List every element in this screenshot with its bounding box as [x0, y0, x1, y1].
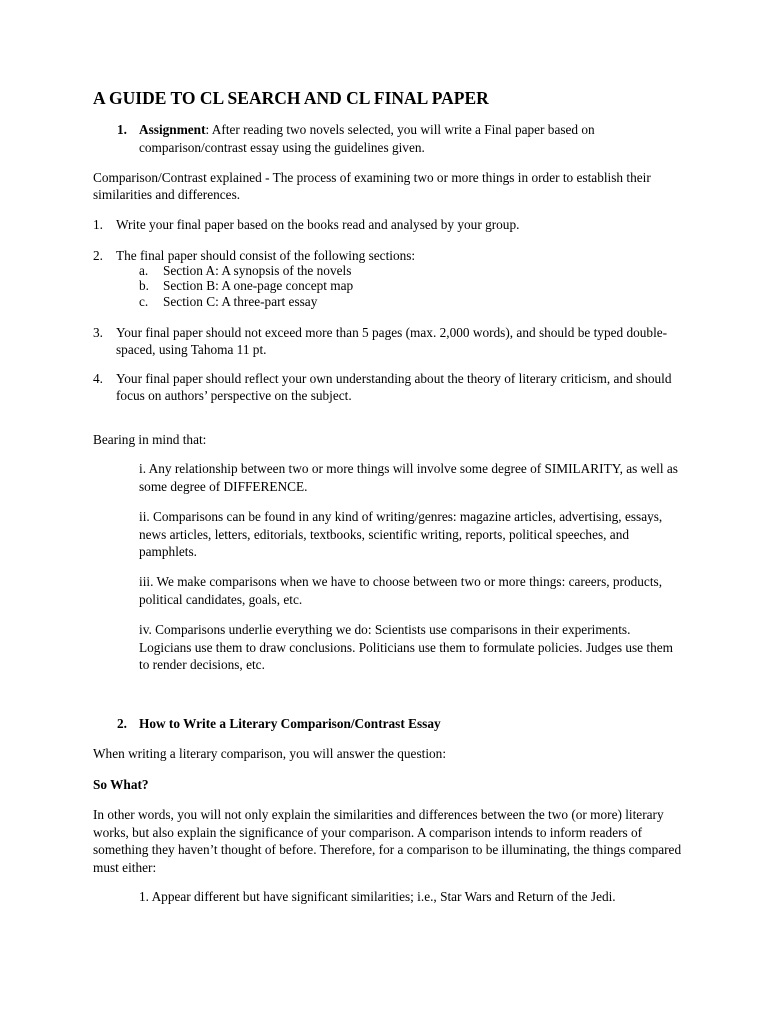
- list-number: 4.: [93, 371, 103, 386]
- list-item: [93, 324, 693, 358]
- section-heading: Assignment: [139, 122, 206, 137]
- roman-point-iii: iii. We make comparisons when we have to choose between two or more things: careers, products, political candidates, goals, etc.: [139, 574, 663, 607]
- list-text: Your final paper should reflect your own understanding about the theory of literary criticism, and should focus on authors’ perspective on the subject.: [116, 371, 672, 403]
- section-number: 1.: [117, 122, 127, 137]
- comparison-explained-paragraph: Comparison/Contrast explained - The process of examining two or more things in order to establish their similarities and differences.: [93, 170, 651, 202]
- section-list-text: Section C: A three-part essay: [163, 294, 318, 309]
- section-list-text: Section B: A one-page concept map: [163, 278, 354, 293]
- final-point: 1. Appear different but have significant similarities; i.e., Star Wars and Return of the Jedi.: [139, 889, 616, 904]
- so-what-heading: So What?: [93, 777, 149, 792]
- list-number: 2.: [93, 248, 103, 263]
- section-2-heading: [117, 715, 677, 733]
- page-title: A GUIDE TO CL SEARCH AND CL FINAL PAPER: [93, 88, 489, 108]
- when-writing-paragraph: When writing a literary comparison, you will answer the question:: [93, 746, 447, 761]
- list-text: The final paper should consist of the following sections:: [116, 248, 416, 263]
- bearing-in-mind: Bearing in mind that:: [93, 432, 207, 447]
- section-list-text: Section A: A synopsis of the novels: [163, 263, 352, 278]
- list-text: Your final paper should not exceed more than 5 pages (max. 2,000 words), and should be typed double-spaced, using Tahoma 11 pt.: [116, 325, 668, 357]
- list-number: 1.: [93, 217, 103, 232]
- section-list-item: [139, 277, 353, 294]
- section-heading: How to Write a Literary Comparison/Contrast Essay: [139, 716, 441, 731]
- list-item: [93, 370, 693, 404]
- section-letter: b.: [139, 278, 149, 293]
- roman-point-iv: iv. Comparisons underlie everything we do: Scientists use comparisons in their experiments. Logicians use them to draw conclusions. Politicians use them to formulate policies. Judges use them to render decisions, etc.: [139, 622, 673, 672]
- section-letter: c.: [139, 294, 149, 309]
- section-letter: a.: [139, 263, 149, 278]
- list-item: [93, 216, 693, 233]
- section-text: : After reading two novels selected, you will write a Final paper based on comparison/contrast essay using the guidelines given.: [139, 122, 595, 155]
- section-number: 2.: [117, 716, 127, 731]
- roman-point-i: i. Any relationship between two or more things will involve some degree of SIMILARITY, as well as some degree of DIFFERENCE.: [139, 461, 678, 494]
- roman-point-ii: ii. Comparisons can be found in any kind of writing/genres: magazine articles, advertising, essays, news articles, letters, editorials, textbooks, scientific writing, reports, political speeches, and pamphlets.: [139, 509, 663, 559]
- list-text: Write your final paper based on the books read and analysed by your group.: [116, 217, 520, 232]
- in-other-words-paragraph: In other words, you will not only explain the similarities and differences between the two (or more) literary works, but also explain the significance of your comparison. A comparison intends to inform readers of something they haven’t thought of before. Therefore, for a comparison to be illuminating, the things compared must either:: [93, 807, 682, 875]
- section-1-assignment: [117, 121, 677, 156]
- list-number: 3.: [93, 325, 103, 340]
- section-list-item: [139, 293, 317, 310]
